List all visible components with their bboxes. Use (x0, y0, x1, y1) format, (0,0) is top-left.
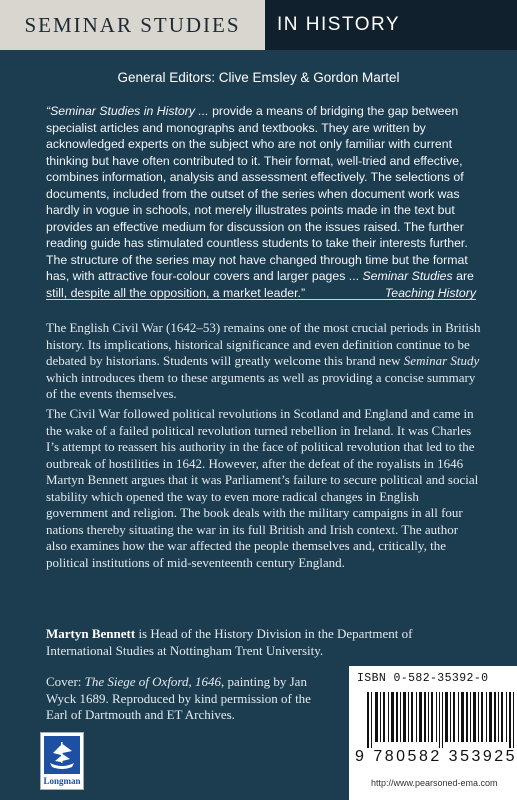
series-banner (0, 0, 517, 50)
intro-text-end: which introduces them to these arguments as well as providing a concise summary of the events themselves. (46, 369, 476, 401)
barcode-digits: 9 780582 353925 (355, 748, 517, 765)
cover-credit-label: Cover: (46, 674, 85, 689)
series-title-right: IN HISTORY (265, 0, 517, 50)
intro-paragraph (46, 320, 481, 403)
author-bio (46, 626, 481, 659)
intro-italic: Seminar Study (403, 353, 480, 368)
logo-text: Longman (43, 776, 81, 786)
quote-text: provide a means of bridging the gap between specialist articles and monographs and textbooks. They are written by acknowledged experts on the subject who are not only familiar with current thinking but have often contributed to it. Their format, well-tried and effective, combines information, analysis and assessment effectively. The selections of documents, included from the outset of the series when document work was hardly in vogue in schools, not merely illustrates points made in the text but provides an effective medium for discussion on the issues raised. The further reading guide has stimulated countless students to take their interests further. The structure of the series may not have changed through time but the format has, with attractive four-colour covers and larger pages ... (46, 104, 468, 283)
intro-text: The English Civil War (1642–53) remains one of the most crucial periods in British history. Its implications, historical significance and even definition continue to be debated by historians. Students will greatly welcome this brand new (46, 320, 481, 368)
general-editors: General Editors: Clive Emsley & Gordon Martel (117, 70, 400, 85)
quote-source: Teaching History (384, 285, 476, 300)
cover-credit-text: , painting by Jan Wyck 1689. Reproduced by kind permission of the Earl of Dartmouth and ET Archives. (46, 674, 311, 722)
quote-text-end: are still, despite all the opposition, a market leader.” (46, 269, 474, 300)
divider (46, 299, 476, 300)
series-title-left: SEMINAR STUDIES (0, 0, 265, 50)
cover-painting-title: The Siege of Oxford, 1646 (84, 674, 222, 689)
publisher-url[interactable]: http://www.pearsoned-ema.com (371, 778, 498, 788)
ship-icon (44, 736, 80, 774)
isbn-barcode-panel (349, 666, 517, 800)
description-paragraph: The Civil War followed political revolutions in Scotland and England and came in the wake of a failed political revolution turned rebellion in Ireland. It was Charles I’s attempt to reassert his authority in the face of political revolution that led to the outbreak of hostilities in 1642. However, after the defeat of the royalists in 1646 Martyn Bennett argues that it was Parliament’s failure to secure political and social stability which opened the way to even more radical changes in English government and religion. The book deals with the military campaigns in all four nations thereby situating the war in its full British and Irish context. The author also examines how the war affected the people themselves and, critically, the political institutions of mid-seventeenth century England. (46, 406, 479, 570)
isbn-label: ISBN 0-582-35392-0 (357, 672, 489, 685)
review-quote (46, 103, 476, 301)
longman-logo (40, 732, 84, 790)
author-bio-text: is Head of the History Division in the Department of International Studies at Nottingham Trent University. (46, 626, 413, 658)
cover-credit (46, 674, 326, 724)
quote-series-name: “Seminar Studies in History ... (46, 104, 209, 118)
quote-series-name-2: Seminar Studies (362, 269, 453, 283)
author-name: Martyn Bennett (46, 626, 136, 641)
barcode-icon (367, 692, 517, 748)
